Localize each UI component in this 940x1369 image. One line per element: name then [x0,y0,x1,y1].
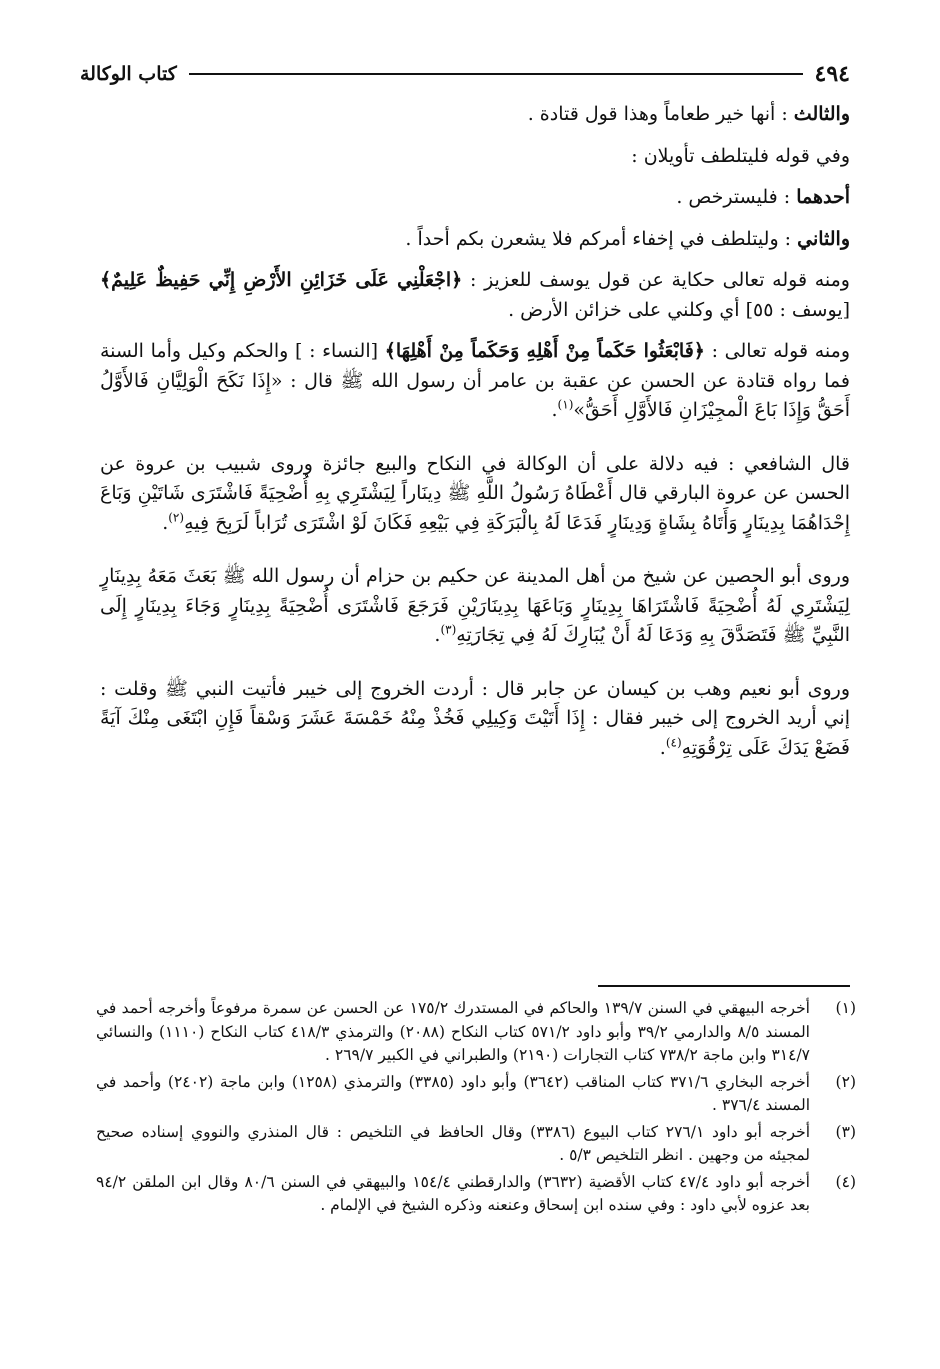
paragraph-text: ومنه قوله تعالى : [711,340,850,362]
page-header [80,56,850,92]
paragraph-end: . [162,511,169,534]
footnote-number: (٤) [835,1172,856,1191]
paragraph-text: وروى أبو الحصين عن شيخ من أهل المدينة عن حكيم بن حزام أن رسول الله ﷺ [222,565,850,587]
paragraph [100,100,850,130]
hadith-quote: أَعْطَاهُ رَسُولُ اللَّهِ ﷺ دِينَاراً لِيَشْتَرِي بِهِ أُضْحِيَةً فَاشْتَرَى شَاتَيْنِ وَبَاعَ إِحْدَاهُمَا بِدِينَارٍ وَأَتَاهُ بِشَاةٍ وَدِينَارٍ فَدَعَا لَهُ بِالْبَرَكَةِ فِي بَيْعِهِ فَكَانَ لَوْ اشْتَرَى تُرَاباً لَرَبِحَ فِيهِ [100,482,850,534]
footnote-text: أخرجه البيهقي في السنن ١٣٩/٧ والحاكم في المستدرك ١٧٥/٢ عن الحسن عن سمرة مرفوعاً وأخرجه أحمد في المسند ٨/٥ والدارمي ٣٩/٢ وأبو داود ٥٧١/٢ كتاب النكاح (٢٠٨٨) والترمذي ٤١٨/٣ كتاب النكاح (١١١٠) والنسائي ٣١٤/٧ وابن ماجة ٧٣٨/٢ كتاب التجارات (٢١٩٠) والطبراني في الكبير ٢٦٩/٧ . [96,999,810,1064]
main-text [100,100,850,763]
footnote-text: أخرجه أبو داود ٤٧/٤ كتاب الأقضية (٣٦٣٢) والدارقطني ١٥٤/٤ والبيهقي في السنن ٨٠/٦ وقال ابن الملقن ٩٤/٢ بعد عزوه لأبي داود : وفي سنده ابن إسحاق وعنعنه وذكره الشيخ في الإلمام . [96,1172,810,1214]
paragraph-text: وروى أبو نعيم وهب بن كيسان عن جابر قال : أردت الخروج إلى خيبر فأتيت النبي ﷺ وقلت : إني أريد الخروج إلى خيبر فقال : [100,677,850,729]
footnote-text: أخرجه البخاري ٣٧١/٦ كتاب المناقب (٣٦٤٢) وأبو داود (٣٣٨٥) والترمذي (١٢٥٨) وابن ماجة (٢٤٠٢) وأحمد في المسند ٣٧٦/٤ . [96,1072,810,1114]
running-title: كتاب الوكالة [80,63,177,85]
footnotes [96,997,856,1221]
paragraph-text: : أنها خير طعاماً وهذا قول قتادة . [527,103,788,125]
footnote-separator [598,985,850,987]
footnote-number: (١) [835,999,856,1017]
footnote-ref: (٢) [168,510,185,525]
paragraph [100,675,850,764]
paragraph-text: قال الشافعي : فيه دلالة على أن الوكالة في النكاح والبيع جائزة وروى شبيب بن عروة عن الحسن عن عروة البارقي قال [100,452,851,504]
footnote-text: أخرجه أبو داود ٢٧٦/١ كتاب البيوع (٣٣٨٦) وقال الحافظ في التلخيص : قال المنذري والنووي إسناده صحيح لمجيئه من وجهين . انظر التلخيص ٥/٣ . [96,1122,811,1164]
footnote-ref: (٣) [440,622,457,637]
footnote [96,1121,856,1168]
quran-quote: ﴿فَابْعَثُوا حَكَماً مِنْ أَهْلِهِ وَحَكَماً مِنْ أَهْلِهَا﴾ [384,340,705,362]
hadith-quote: إِذَا أَتَيْتَ وَكِيلِي فَخُذْ مِنْهُ خَمْسَةَ عَشَرَ وَسْقاً فَإِنِ ابْتَغَى مِنْكَ آيَةً فَضَعْ يَدَكَ عَلَى تِرْقُوَتِهِ [100,707,850,759]
paragraph-end: . [551,399,558,421]
paragraph-end: . [434,624,441,646]
footnote-number: (٢) [835,1072,856,1091]
paragraph-end: . [659,736,666,759]
paragraph [100,183,850,213]
paragraph-lead: أحدهما [796,186,850,208]
header-rule [189,73,803,75]
paragraph [100,337,850,426]
paragraph [100,450,850,539]
paragraph [100,266,850,325]
quran-quote: ﴿اجْعَلْنِي عَلَى خَزَائِنِ الأَرْضِ إِنِّي حَفِيظٌ عَلِيمٌ﴾ [100,269,463,291]
paragraph-text: [يوسف : ٥٥] أي وكلني على خزائن الأرض . [508,298,850,321]
footnote-ref: (١) [557,397,574,412]
footnote-ref: (٤) [665,735,682,750]
paragraph-text: : وليتلطف في إخفاء أمركم فلا يشعرن بكم أحداً . [405,227,792,250]
paragraph [100,225,850,255]
paragraph-lead: والثاني [797,227,850,250]
hadith-quote: بَعَثَ مَعَهُ بِدِينَارٍ لِيَشْتَرِي لَهُ أُضْحِيَةً فَاشْتَرَاهَا بِدِينَارٍ وَبَاعَهَا بِدِينَارَيْنِ فَرَجَعَ فَاشْتَرَى أُضْحِيَةً بِدِينَارٍ وَجَاءَ بِدِينَارٍ إِلَى النَّبِيِّ ﷺ فَتَصَدَّقَ بِهِ وَدَعَا لَهُ أَنْ يُبَارِكَ لَهُ فِي تِجَارَتِهِ [100,565,850,646]
paragraph-text: ومنه قوله تعالى حكاية عن قول يوسف للعزيز : [470,269,850,291]
paragraph [100,142,850,172]
paragraph-text: : فليسترخص . [676,186,791,208]
footnote [96,997,856,1068]
footnote [96,1071,856,1118]
paragraph-lead: والثالث [793,103,850,125]
footnote [96,1171,856,1218]
page-number: ٤٩٤ [814,61,850,87]
footnote-number: (٣) [835,1122,856,1141]
paragraph-text: وفي قوله فليتلطف تأويلان : [631,144,850,167]
paragraph-text: [النساء : ] والحكم وكيل وأما السنة فما رواه قتادة عن الحسن عن عقبة بن عامر أن رسول الله ﷺ قال : «إِذَا نَكَحَ الْوَلِيَّانِ فَالأَوَّلُ أَحَقُّ وَإِذَا بَاعَ الْمجِيْزَانِ فَالأَوَّلِ أَحَقُّ» [100,340,850,421]
paragraph [100,562,850,651]
